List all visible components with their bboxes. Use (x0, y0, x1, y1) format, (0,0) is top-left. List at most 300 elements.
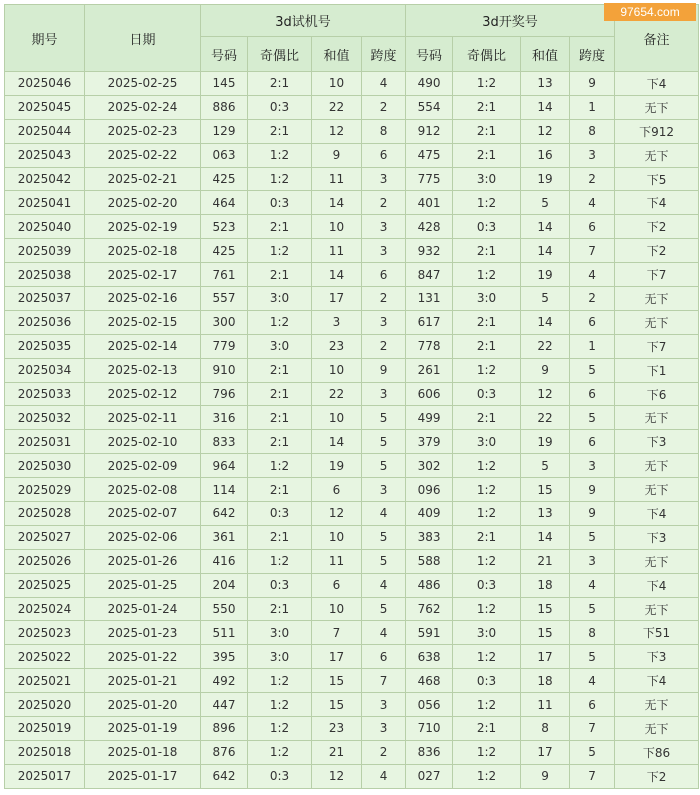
cell-date: 2025-02-15 (85, 310, 201, 334)
cell-trial-odd-even: 1:2 (248, 693, 312, 717)
cell-date: 2025-01-18 (85, 740, 201, 764)
table-row (5, 334, 699, 358)
cell-draw-sum: 14 (521, 310, 570, 334)
cell-issue: 2025045 (5, 95, 85, 119)
table-body (5, 72, 699, 789)
cell-remark: 无下 (615, 406, 699, 430)
cell-remark: 无下 (615, 717, 699, 741)
cell-trial-odd-even: 2:1 (248, 358, 312, 382)
cell-trial-odd-even: 2:1 (248, 263, 312, 287)
cell-remark: 下1 (615, 358, 699, 382)
cell-trial-sum: 9 (312, 143, 362, 167)
cell-remark: 无下 (615, 549, 699, 573)
cell-draw-odd-even: 1:2 (453, 263, 521, 287)
cell-remark: 下912 (615, 119, 699, 143)
cell-draw-odd-even: 2:1 (453, 95, 521, 119)
cell-remark: 下7 (615, 334, 699, 358)
cell-trial-span: 3 (362, 717, 406, 741)
cell-trial-sum: 19 (312, 454, 362, 478)
cell-draw-span: 1 (570, 95, 615, 119)
cell-draw-number: 588 (406, 549, 453, 573)
cell-draw-number: 409 (406, 502, 453, 526)
cell-remark: 无下 (615, 310, 699, 334)
cell-draw-number: 762 (406, 597, 453, 621)
cell-draw-odd-even: 2:1 (453, 310, 521, 334)
cell-issue: 2025041 (5, 191, 85, 215)
cell-trial-odd-even: 1:2 (248, 549, 312, 573)
cell-issue: 2025035 (5, 334, 85, 358)
cell-trial-number: 796 (201, 382, 248, 406)
cell-issue: 2025038 (5, 263, 85, 287)
cell-draw-number: 617 (406, 310, 453, 334)
cell-trial-sum: 21 (312, 740, 362, 764)
cell-draw-odd-even: 3:0 (453, 167, 521, 191)
cell-issue: 2025027 (5, 525, 85, 549)
cell-draw-odd-even: 0:3 (453, 573, 521, 597)
cell-remark: 下5 (615, 167, 699, 191)
cell-trial-sum: 14 (312, 430, 362, 454)
cell-date: 2025-01-25 (85, 573, 201, 597)
cell-issue: 2025046 (5, 72, 85, 96)
cell-draw-number: 912 (406, 119, 453, 143)
cell-draw-span: 5 (570, 406, 615, 430)
cell-draw-sum: 5 (521, 287, 570, 311)
cell-trial-sum: 3 (312, 310, 362, 334)
cell-issue: 2025036 (5, 310, 85, 334)
cell-draw-number: 710 (406, 717, 453, 741)
cell-draw-sum: 22 (521, 406, 570, 430)
cell-date: 2025-02-13 (85, 358, 201, 382)
cell-draw-sum: 17 (521, 740, 570, 764)
cell-draw-span: 8 (570, 119, 615, 143)
cell-draw-sum: 15 (521, 621, 570, 645)
cell-draw-odd-even: 1:2 (453, 478, 521, 502)
cell-date: 2025-02-16 (85, 287, 201, 311)
table-row (5, 358, 699, 382)
cell-date: 2025-02-07 (85, 502, 201, 526)
cell-draw-odd-even: 2:1 (453, 334, 521, 358)
cell-issue: 2025021 (5, 669, 85, 693)
subheader-trial-sum: 和值 (312, 37, 362, 72)
cell-remark: 下2 (615, 764, 699, 788)
cell-trial-number: 316 (201, 406, 248, 430)
cell-trial-odd-even: 3:0 (248, 621, 312, 645)
cell-trial-span: 3 (362, 693, 406, 717)
cell-trial-span: 3 (362, 310, 406, 334)
cell-date: 2025-02-24 (85, 95, 201, 119)
table-row (5, 454, 699, 478)
cell-remark: 无下 (615, 143, 699, 167)
cell-trial-odd-even: 1:2 (248, 740, 312, 764)
header-remark: 备注 (615, 5, 699, 72)
cell-draw-span: 6 (570, 430, 615, 454)
subheader-draw-span: 跨度 (570, 37, 615, 72)
table-row (5, 72, 699, 96)
table-row (5, 740, 699, 764)
cell-trial-number: 761 (201, 263, 248, 287)
cell-trial-odd-even: 1:2 (248, 717, 312, 741)
cell-draw-span: 7 (570, 239, 615, 263)
cell-draw-span: 7 (570, 717, 615, 741)
cell-trial-sum: 6 (312, 478, 362, 502)
cell-draw-sum: 19 (521, 167, 570, 191)
cell-remark: 无下 (615, 597, 699, 621)
cell-remark: 下2 (615, 215, 699, 239)
cell-date: 2025-01-19 (85, 717, 201, 741)
cell-issue: 2025020 (5, 693, 85, 717)
cell-draw-number: 261 (406, 358, 453, 382)
cell-trial-number: 896 (201, 717, 248, 741)
cell-draw-odd-even: 2:1 (453, 239, 521, 263)
cell-draw-span: 6 (570, 310, 615, 334)
cell-draw-odd-even: 1:2 (453, 72, 521, 96)
cell-trial-odd-even: 2:1 (248, 406, 312, 430)
cell-date: 2025-01-23 (85, 621, 201, 645)
cell-draw-span: 3 (570, 143, 615, 167)
cell-trial-number: 779 (201, 334, 248, 358)
cell-trial-sum: 14 (312, 263, 362, 287)
subheader-trial-span: 跨度 (362, 37, 406, 72)
cell-draw-span: 6 (570, 693, 615, 717)
cell-draw-sum: 9 (521, 764, 570, 788)
cell-trial-odd-even: 0:3 (248, 502, 312, 526)
cell-trial-number: 129 (201, 119, 248, 143)
cell-trial-sum: 17 (312, 645, 362, 669)
cell-trial-sum: 11 (312, 549, 362, 573)
cell-trial-sum: 11 (312, 167, 362, 191)
cell-draw-number: 932 (406, 239, 453, 263)
cell-draw-span: 5 (570, 645, 615, 669)
cell-issue: 2025034 (5, 358, 85, 382)
cell-date: 2025-02-10 (85, 430, 201, 454)
table-row (5, 764, 699, 788)
subheader-trial-odd-even: 奇偶比 (248, 37, 312, 72)
cell-draw-odd-even: 3:0 (453, 430, 521, 454)
cell-trial-span: 5 (362, 430, 406, 454)
cell-draw-odd-even: 1:2 (453, 358, 521, 382)
cell-date: 2025-01-26 (85, 549, 201, 573)
cell-trial-odd-even: 2:1 (248, 119, 312, 143)
cell-draw-number: 302 (406, 454, 453, 478)
cell-trial-span: 2 (362, 95, 406, 119)
cell-issue: 2025028 (5, 502, 85, 526)
cell-trial-span: 9 (362, 358, 406, 382)
cell-date: 2025-01-22 (85, 645, 201, 669)
cell-issue: 2025023 (5, 621, 85, 645)
table-row (5, 215, 699, 239)
cell-draw-sum: 21 (521, 549, 570, 573)
cell-trial-odd-even: 0:3 (248, 573, 312, 597)
cell-date: 2025-02-20 (85, 191, 201, 215)
cell-trial-number: 361 (201, 525, 248, 549)
cell-issue: 2025030 (5, 454, 85, 478)
table-row (5, 669, 699, 693)
cell-trial-sum: 12 (312, 764, 362, 788)
cell-draw-span: 3 (570, 454, 615, 478)
header-issue: 期号 (5, 5, 85, 72)
cell-trial-odd-even: 2:1 (248, 215, 312, 239)
cell-draw-number: 027 (406, 764, 453, 788)
subheader-draw-sum: 和值 (521, 37, 570, 72)
cell-draw-sum: 14 (521, 95, 570, 119)
cell-trial-number: 886 (201, 95, 248, 119)
cell-draw-number: 383 (406, 525, 453, 549)
cell-trial-span: 2 (362, 334, 406, 358)
cell-trial-odd-even: 0:3 (248, 191, 312, 215)
cell-trial-number: 492 (201, 669, 248, 693)
cell-issue: 2025017 (5, 764, 85, 788)
cell-trial-span: 3 (362, 167, 406, 191)
cell-trial-number: 557 (201, 287, 248, 311)
cell-remark: 下4 (615, 72, 699, 96)
cell-trial-span: 3 (362, 239, 406, 263)
cell-date: 2025-02-08 (85, 478, 201, 502)
table-row (5, 406, 699, 430)
cell-date: 2025-01-21 (85, 669, 201, 693)
cell-date: 2025-02-22 (85, 143, 201, 167)
cell-trial-number: 300 (201, 310, 248, 334)
cell-draw-sum: 5 (521, 191, 570, 215)
cell-draw-span: 6 (570, 382, 615, 406)
table-row (5, 693, 699, 717)
cell-draw-sum: 15 (521, 478, 570, 502)
cell-draw-sum: 22 (521, 334, 570, 358)
cell-trial-span: 4 (362, 621, 406, 645)
cell-draw-odd-even: 2:1 (453, 717, 521, 741)
cell-draw-sum: 12 (521, 119, 570, 143)
table-row (5, 119, 699, 143)
header-draw-number: 3d开奖号 (406, 5, 615, 37)
cell-trial-sum: 10 (312, 525, 362, 549)
cell-draw-number: 379 (406, 430, 453, 454)
cell-trial-odd-even: 0:3 (248, 764, 312, 788)
cell-draw-sum: 11 (521, 693, 570, 717)
cell-trial-odd-even: 2:1 (248, 72, 312, 96)
cell-remark: 下2 (615, 239, 699, 263)
cell-trial-number: 523 (201, 215, 248, 239)
cell-draw-span: 5 (570, 740, 615, 764)
cell-trial-span: 2 (362, 740, 406, 764)
cell-trial-sum: 10 (312, 358, 362, 382)
cell-trial-odd-even: 3:0 (248, 287, 312, 311)
cell-draw-odd-even: 1:2 (453, 645, 521, 669)
cell-draw-odd-even: 1:2 (453, 597, 521, 621)
cell-trial-odd-even: 1:2 (248, 167, 312, 191)
cell-draw-number: 096 (406, 478, 453, 502)
cell-trial-sum: 10 (312, 72, 362, 96)
cell-draw-span: 2 (570, 167, 615, 191)
cell-trial-number: 395 (201, 645, 248, 669)
cell-remark: 下4 (615, 191, 699, 215)
cell-draw-sum: 18 (521, 573, 570, 597)
cell-date: 2025-02-06 (85, 525, 201, 549)
cell-issue: 2025042 (5, 167, 85, 191)
cell-draw-sum: 8 (521, 717, 570, 741)
cell-trial-span: 5 (362, 525, 406, 549)
cell-draw-odd-even: 1:2 (453, 549, 521, 573)
cell-issue: 2025019 (5, 717, 85, 741)
cell-issue: 2025022 (5, 645, 85, 669)
cell-draw-span: 2 (570, 287, 615, 311)
cell-draw-odd-even: 3:0 (453, 287, 521, 311)
cell-trial-sum: 23 (312, 717, 362, 741)
cell-trial-odd-even: 2:1 (248, 597, 312, 621)
table-row (5, 430, 699, 454)
cell-issue: 2025037 (5, 287, 85, 311)
cell-issue: 2025043 (5, 143, 85, 167)
cell-date: 2025-02-18 (85, 239, 201, 263)
table-row (5, 621, 699, 645)
cell-issue: 2025026 (5, 549, 85, 573)
cell-trial-sum: 17 (312, 287, 362, 311)
cell-draw-odd-even: 1:2 (453, 502, 521, 526)
cell-draw-odd-even: 1:2 (453, 454, 521, 478)
table-row (5, 549, 699, 573)
cell-trial-odd-even: 1:2 (248, 310, 312, 334)
cell-issue: 2025024 (5, 597, 85, 621)
cell-draw-odd-even: 2:1 (453, 525, 521, 549)
cell-date: 2025-02-14 (85, 334, 201, 358)
cell-draw-span: 4 (570, 191, 615, 215)
cell-draw-number: 056 (406, 693, 453, 717)
cell-remark: 无下 (615, 478, 699, 502)
cell-draw-number: 401 (406, 191, 453, 215)
cell-trial-number: 145 (201, 72, 248, 96)
cell-draw-sum: 18 (521, 669, 570, 693)
cell-remark: 无下 (615, 454, 699, 478)
cell-issue: 2025031 (5, 430, 85, 454)
cell-draw-span: 1 (570, 334, 615, 358)
cell-trial-span: 5 (362, 597, 406, 621)
cell-draw-sum: 5 (521, 454, 570, 478)
cell-draw-number: 638 (406, 645, 453, 669)
cell-trial-odd-even: 1:2 (248, 239, 312, 263)
cell-draw-number: 591 (406, 621, 453, 645)
table-row (5, 717, 699, 741)
cell-draw-span: 5 (570, 597, 615, 621)
table-row (5, 597, 699, 621)
cell-draw-span: 9 (570, 478, 615, 502)
cell-draw-sum: 19 (521, 263, 570, 287)
cell-remark: 下4 (615, 669, 699, 693)
cell-trial-span: 4 (362, 764, 406, 788)
cell-issue: 2025025 (5, 573, 85, 597)
cell-draw-odd-even: 0:3 (453, 669, 521, 693)
cell-draw-number: 428 (406, 215, 453, 239)
table-row (5, 287, 699, 311)
cell-date: 2025-01-20 (85, 693, 201, 717)
table-row (5, 502, 699, 526)
cell-trial-odd-even: 3:0 (248, 645, 312, 669)
cell-issue: 2025044 (5, 119, 85, 143)
cell-remark: 下3 (615, 645, 699, 669)
cell-trial-odd-even: 1:2 (248, 454, 312, 478)
table-row (5, 191, 699, 215)
cell-draw-odd-even: 1:2 (453, 764, 521, 788)
cell-trial-span: 6 (362, 143, 406, 167)
cell-trial-span: 4 (362, 502, 406, 526)
cell-draw-span: 4 (570, 263, 615, 287)
cell-trial-span: 7 (362, 669, 406, 693)
cell-draw-sum: 19 (521, 430, 570, 454)
cell-trial-odd-even: 2:1 (248, 478, 312, 502)
cell-draw-odd-even: 2:1 (453, 119, 521, 143)
cell-trial-odd-even: 2:1 (248, 525, 312, 549)
cell-draw-sum: 14 (521, 525, 570, 549)
table-row (5, 143, 699, 167)
cell-trial-number: 876 (201, 740, 248, 764)
cell-trial-span: 6 (362, 263, 406, 287)
cell-draw-number: 490 (406, 72, 453, 96)
cell-draw-number: 606 (406, 382, 453, 406)
table-row (5, 95, 699, 119)
cell-trial-number: 425 (201, 167, 248, 191)
cell-issue: 2025032 (5, 406, 85, 430)
cell-date: 2025-02-17 (85, 263, 201, 287)
cell-trial-number: 114 (201, 478, 248, 502)
cell-trial-number: 063 (201, 143, 248, 167)
cell-draw-number: 468 (406, 669, 453, 693)
cell-remark: 下4 (615, 573, 699, 597)
cell-draw-number: 775 (406, 167, 453, 191)
table-row (5, 263, 699, 287)
cell-trial-sum: 10 (312, 597, 362, 621)
cell-trial-span: 3 (362, 215, 406, 239)
cell-draw-sum: 13 (521, 72, 570, 96)
subheader-draw-odd-even: 奇偶比 (453, 37, 521, 72)
cell-draw-odd-even: 1:2 (453, 693, 521, 717)
cell-remark: 无下 (615, 287, 699, 311)
cell-date: 2025-02-25 (85, 72, 201, 96)
cell-trial-odd-even: 1:2 (248, 143, 312, 167)
cell-trial-odd-even: 1:2 (248, 669, 312, 693)
cell-trial-span: 4 (362, 573, 406, 597)
cell-trial-sum: 22 (312, 95, 362, 119)
table-row (5, 382, 699, 406)
cell-remark: 下3 (615, 430, 699, 454)
cell-draw-number: 499 (406, 406, 453, 430)
cell-draw-sum: 16 (521, 143, 570, 167)
cell-trial-number: 425 (201, 239, 248, 263)
cell-draw-span: 3 (570, 549, 615, 573)
table-row (5, 310, 699, 334)
cell-draw-number: 475 (406, 143, 453, 167)
cell-draw-number: 131 (406, 287, 453, 311)
table-row (5, 167, 699, 191)
cell-trial-odd-even: 0:3 (248, 95, 312, 119)
cell-trial-span: 3 (362, 382, 406, 406)
cell-date: 2025-02-09 (85, 454, 201, 478)
cell-draw-number: 554 (406, 95, 453, 119)
cell-draw-span: 4 (570, 669, 615, 693)
cell-trial-sum: 15 (312, 669, 362, 693)
cell-draw-span: 7 (570, 764, 615, 788)
cell-trial-sum: 12 (312, 119, 362, 143)
cell-date: 2025-02-21 (85, 167, 201, 191)
cell-trial-span: 5 (362, 454, 406, 478)
cell-draw-sum: 14 (521, 239, 570, 263)
header-date: 日期 (85, 5, 201, 72)
cell-trial-number: 550 (201, 597, 248, 621)
table-row (5, 645, 699, 669)
cell-date: 2025-02-11 (85, 406, 201, 430)
cell-draw-number: 778 (406, 334, 453, 358)
cell-trial-sum: 14 (312, 191, 362, 215)
cell-trial-sum: 23 (312, 334, 362, 358)
cell-trial-odd-even: 2:1 (248, 430, 312, 454)
subheader-draw-number: 号码 (406, 37, 453, 72)
table-row (5, 525, 699, 549)
